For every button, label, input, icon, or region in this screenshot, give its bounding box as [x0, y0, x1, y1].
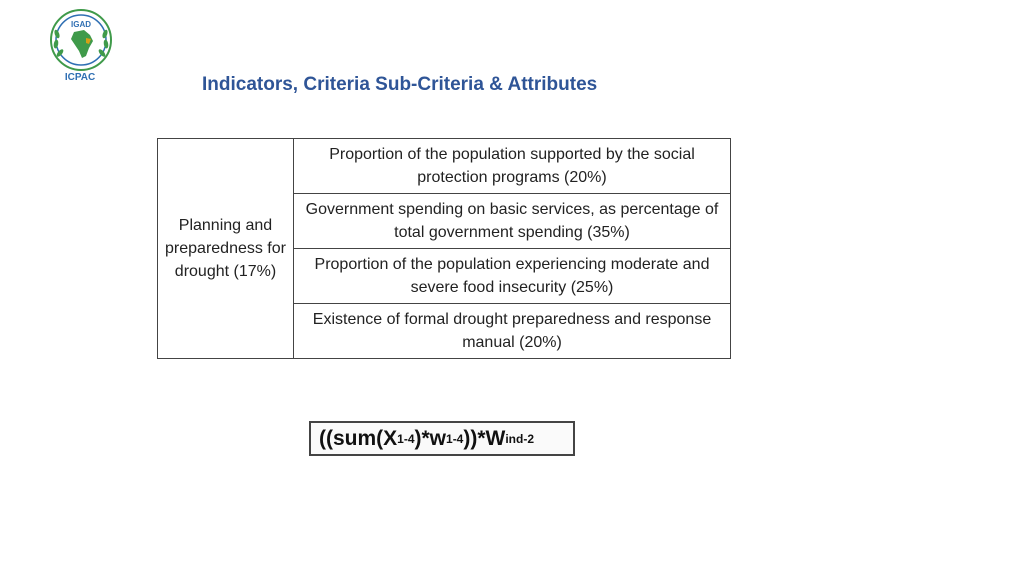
svg-text:IGAD: IGAD: [71, 20, 91, 29]
table-row: [158, 139, 731, 194]
igad-emblem-icon: [44, 8, 118, 76]
formula-part: )*w: [414, 426, 447, 450]
page-title: Indicators, Criteria Sub-Criteria & Attributes: [202, 74, 598, 95]
formula-subscript: 1-4: [446, 431, 464, 446]
formula-subscript: 1-4: [397, 431, 415, 446]
formula-part: ))*W: [463, 426, 506, 450]
sub-criterion-cell: Proportion of the population supported by the social protection programs (20%): [294, 139, 731, 194]
indicator-cell: Planning and preparedness for drought (17%): [158, 139, 294, 359]
logo-caption: ICPAC: [64, 72, 96, 83]
criteria-table: [157, 138, 731, 359]
formula-prefix: ((sum(X: [319, 426, 398, 450]
sub-criterion-cell: Existence of formal drought preparedness and response manual (20%): [294, 304, 731, 359]
sub-criterion-cell: Proportion of the population experiencing moderate and severe food insecurity (25%): [294, 249, 731, 304]
formula-subscript: ind-2: [505, 431, 535, 446]
sub-criterion-cell: Government spending on basic services, as percentage of total government spending (35%): [294, 194, 731, 249]
weighting-formula: [309, 421, 575, 456]
